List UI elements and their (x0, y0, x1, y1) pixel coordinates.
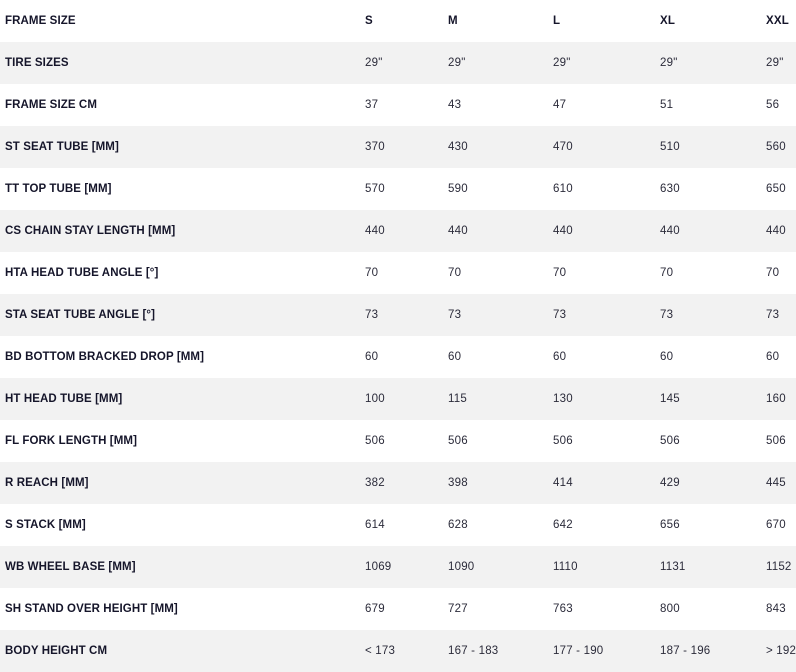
row-value: 590 (448, 183, 468, 195)
row-value: 115 (448, 393, 467, 405)
row-value: 470 (553, 141, 573, 153)
table-row (0, 630, 796, 672)
row-value: 506 (660, 435, 680, 447)
table-header-row (0, 0, 796, 42)
row-label: SH STAND OVER HEIGHT [MM] (5, 603, 178, 615)
row-value: 47 (553, 99, 567, 111)
column-header-xxl: XXL (766, 15, 789, 27)
row-value: 29" (660, 57, 678, 69)
row-value: 160 (766, 393, 786, 405)
column-header-l: L (553, 15, 561, 27)
row-label: HT HEAD TUBE [MM] (5, 393, 123, 405)
row-value: 60 (660, 351, 674, 363)
row-value: 70 (553, 267, 567, 279)
table-row (0, 210, 796, 252)
table-row (0, 42, 796, 84)
row-value: 1069 (365, 561, 392, 573)
row-value: 650 (766, 183, 786, 195)
row-value: 1131 (660, 561, 686, 573)
row-value: 440 (365, 225, 385, 237)
row-value: 614 (365, 519, 385, 531)
row-value: 73 (766, 309, 780, 321)
row-value: 73 (553, 309, 567, 321)
row-value: 56 (766, 99, 780, 111)
row-value: 70 (766, 267, 780, 279)
table-row (0, 336, 796, 378)
row-value: 70 (365, 267, 379, 279)
row-value: 100 (365, 393, 385, 405)
row-value: 843 (766, 603, 786, 615)
row-value: 628 (448, 519, 468, 531)
row-value: 43 (448, 99, 462, 111)
row-label: S STACK [MM] (5, 519, 86, 531)
row-value: 440 (766, 225, 786, 237)
row-value: 167 - 183 (448, 645, 499, 657)
table-row (0, 588, 796, 630)
row-value: 429 (660, 477, 680, 489)
table-row (0, 84, 796, 126)
row-value: 70 (660, 267, 674, 279)
row-label: STA SEAT TUBE ANGLE [°] (5, 309, 156, 321)
row-value: 60 (365, 351, 379, 363)
row-value: 679 (365, 603, 385, 615)
row-value: 37 (365, 99, 379, 111)
row-value: 506 (766, 435, 786, 447)
table-row (0, 378, 796, 420)
row-label: WB WHEEL BASE [MM] (5, 561, 136, 573)
row-value: < 173 (365, 645, 396, 657)
row-value: 382 (365, 477, 385, 489)
row-value: 800 (660, 603, 680, 615)
row-label: FRAME SIZE CM (5, 99, 98, 111)
row-label: BODY HEIGHT CM (5, 645, 108, 657)
column-header-s: S (365, 15, 373, 27)
row-value: 440 (660, 225, 680, 237)
row-value: 440 (448, 225, 468, 237)
row-value: 29" (365, 57, 383, 69)
row-value: 73 (365, 309, 379, 321)
row-value: 29" (766, 57, 784, 69)
row-value: 70 (448, 267, 462, 279)
row-value: 510 (660, 141, 680, 153)
row-value: 570 (365, 183, 385, 195)
row-value: 29" (448, 57, 466, 69)
row-value: 763 (553, 603, 573, 615)
row-value: 506 (448, 435, 468, 447)
row-label: FL FORK LENGTH [MM] (5, 435, 137, 447)
row-value: 73 (660, 309, 674, 321)
row-value: 187 - 196 (660, 645, 711, 657)
column-header-xl: XL (660, 15, 676, 27)
row-value: > 192 (766, 645, 796, 657)
row-value: 445 (766, 477, 786, 489)
table-row (0, 294, 796, 336)
row-label: BD BOTTOM BRACKED DROP [MM] (5, 351, 205, 363)
row-label: TIRE SIZES (5, 57, 69, 69)
row-label: TT TOP TUBE [MM] (5, 183, 112, 195)
column-header-frame-size: FRAME SIZE (5, 15, 76, 27)
table-row (0, 126, 796, 168)
row-value: 1110 (553, 561, 578, 573)
row-value: 1090 (448, 561, 475, 573)
column-header-m: M (448, 15, 458, 27)
row-label: HTA HEAD TUBE ANGLE [°] (5, 267, 159, 279)
row-value: 60 (448, 351, 462, 363)
row-value: 177 - 190 (553, 645, 604, 657)
row-value: 560 (766, 141, 786, 153)
row-label: R REACH [MM] (5, 477, 89, 489)
row-value: 60 (766, 351, 780, 363)
row-label: ST SEAT TUBE [MM] (5, 141, 119, 153)
table-row (0, 252, 796, 294)
row-value: 60 (553, 351, 567, 363)
row-value: 670 (766, 519, 786, 531)
row-value: 73 (448, 309, 462, 321)
row-value: 51 (660, 99, 674, 111)
row-value: 506 (365, 435, 385, 447)
row-value: 398 (448, 477, 468, 489)
row-value: 145 (660, 393, 680, 405)
row-value: 29" (553, 57, 571, 69)
table-row (0, 504, 796, 546)
row-value: 130 (553, 393, 573, 405)
row-value: 506 (553, 435, 573, 447)
row-value: 430 (448, 141, 468, 153)
table-row (0, 546, 796, 588)
row-value: 370 (365, 141, 385, 153)
table-row (0, 462, 796, 504)
table-row (0, 420, 796, 462)
row-value: 610 (553, 183, 573, 195)
row-value: 656 (660, 519, 680, 531)
row-label: CS CHAIN STAY LENGTH [MM] (5, 225, 176, 237)
row-value: 440 (553, 225, 573, 237)
table-row (0, 168, 796, 210)
row-value: 642 (553, 519, 573, 531)
row-value: 414 (553, 477, 573, 489)
row-value: 727 (448, 603, 468, 615)
row-value: 1152 (766, 561, 792, 573)
row-value: 630 (660, 183, 680, 195)
